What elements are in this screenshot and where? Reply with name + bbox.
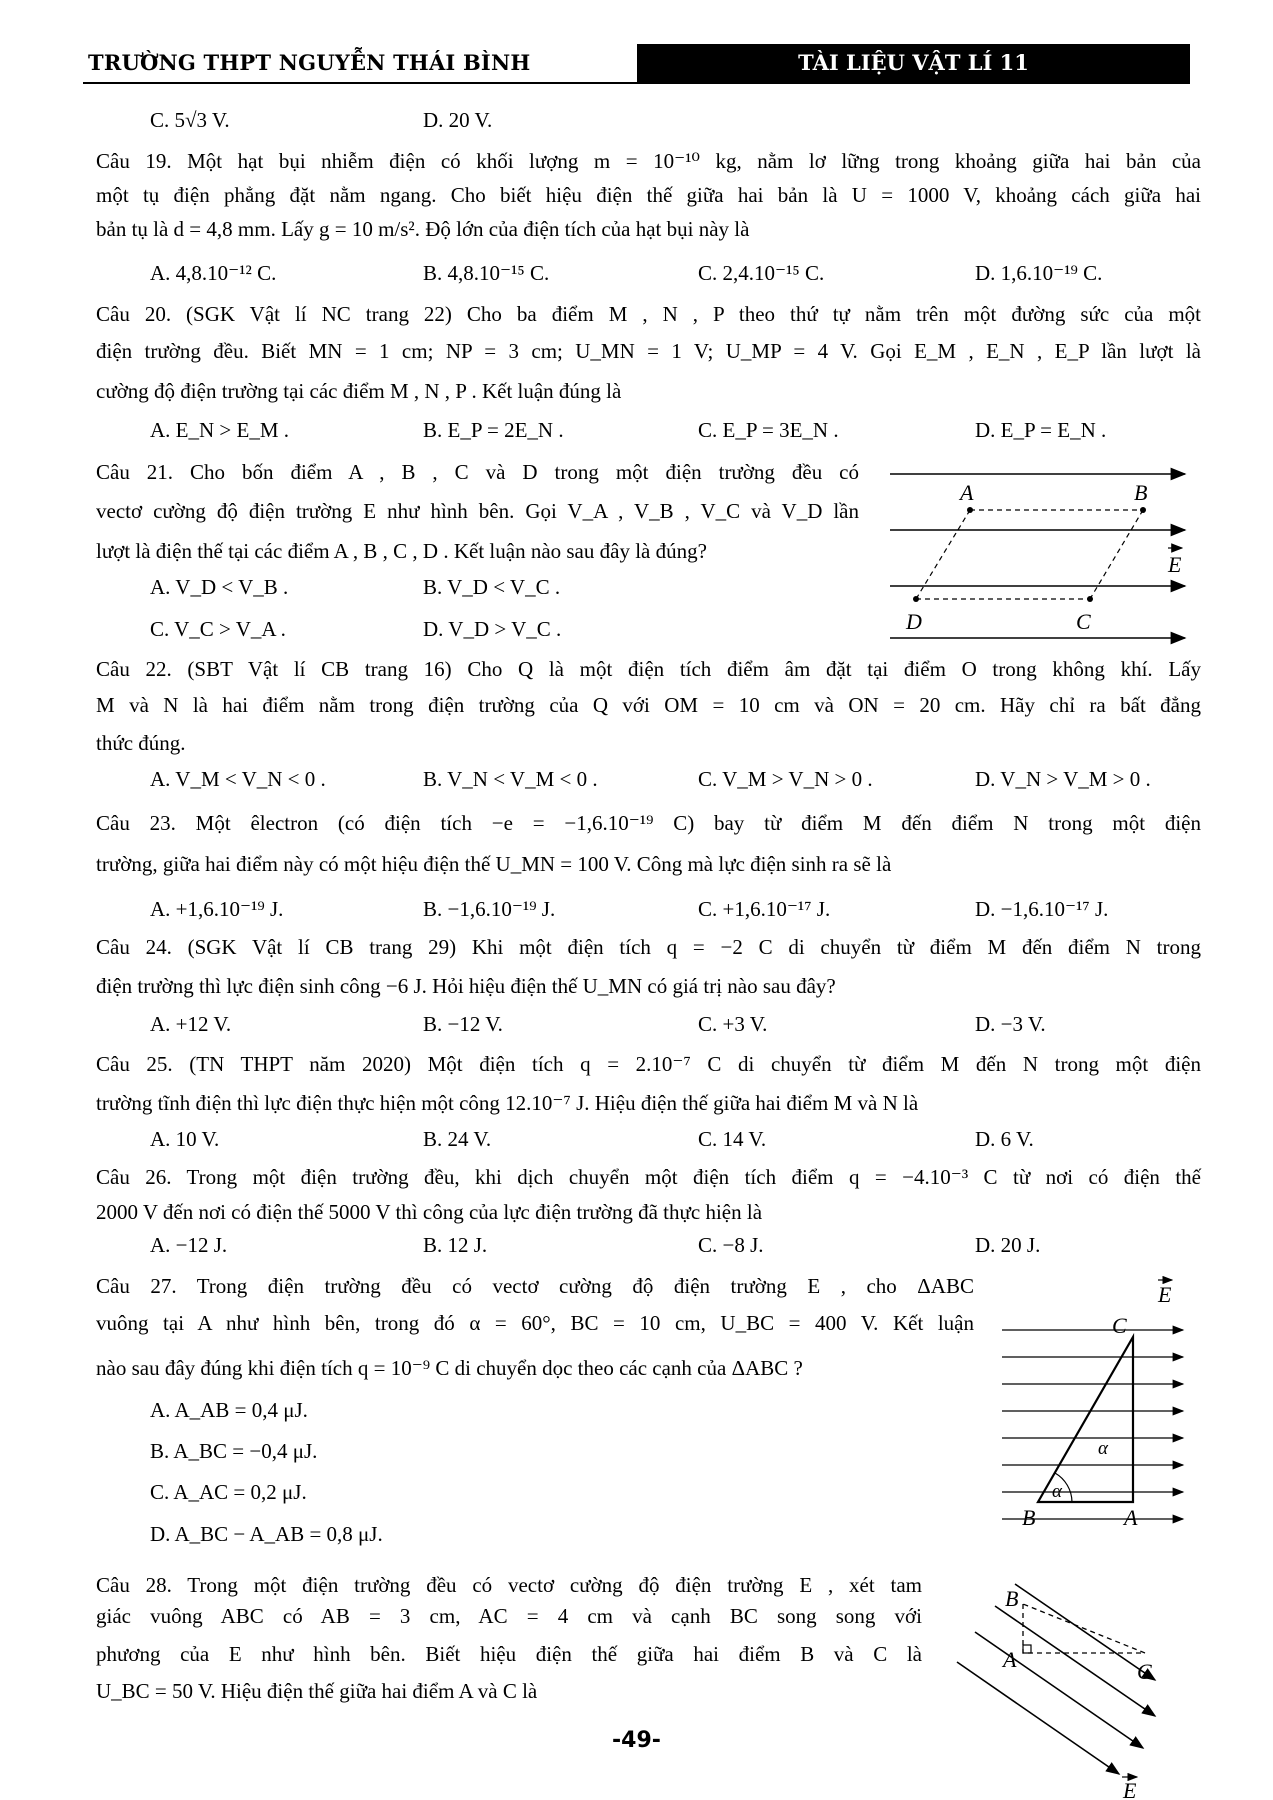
q27-option-a: A. A_AB = 0,4 μJ. [150,1398,308,1422]
q27-line-3: nào sau đây đúng khi điện tích q = 10⁻⁹ C di chuyển dọc theo các cạnh của ΔABC ? [96,1356,803,1380]
q19-option-c: C. 2,4.10⁻¹⁵ C. [698,261,825,285]
triangle-abc [1023,1604,1145,1653]
label-b: B [1134,480,1148,505]
q22-line-3: thức đúng. [96,731,186,755]
label-e: E [1168,552,1182,577]
q18-option-d: D. 20 V. [423,108,493,132]
q19-option-a: A. 4,8.10⁻¹² C. [150,261,277,285]
q25-option-b: B. 24 V. [423,1127,492,1151]
q24-line-1: Câu 24. (SGK Vật lí CB trang 29) Khi một điện tích q = −2 C di chuyển từ điểm M đến điểm N trong [96,935,1201,959]
field-lines [1002,1330,1183,1519]
header-rule [83,82,1190,84]
label-alpha-b: α [1052,1481,1062,1502]
q25-option-c: C. 14 V. [698,1127,767,1151]
q28-line-1: Câu 28. Trong một điện trường đều có vectơ cường độ điện trường E , xét tam [96,1573,922,1597]
q27-line-1: Câu 27. Trong điện trường đều có vectơ cường độ điện trường E , cho ΔABC [96,1274,974,1298]
q26-option-b: B. 12 J. [423,1233,488,1257]
right-angle-marker [1023,1645,1031,1653]
q21-option-d: D. V_D > V_C . [423,617,562,641]
q19-option-d: D. 1,6.10⁻¹⁹ C. [975,261,1103,285]
point-d [913,596,919,602]
q25-line-1: Câu 25. (TN THPT năm 2020) Một điện tích q = 2.10⁻⁷ C di chuyển từ điểm M đến N trong một điện [96,1052,1201,1076]
q22-option-d: D. V_N > V_M > 0 . [975,767,1151,791]
q28-figure [955,1576,1185,1800]
q28-line-3: phương của E như hình bên. Biết hiệu điện thế giữa hai điểm B và C là [96,1642,922,1666]
document-title: TÀI LIỆU VẬT LÍ 11 [637,44,1190,82]
point-a [967,507,973,513]
q21-line-1: Câu 21. Cho bốn điểm A , B , C và D trong một điện trường đều có [96,460,859,484]
q26-option-d: D. 20 J. [975,1233,1041,1257]
q28-line-2: giác vuông ABC có AB = 3 cm, AC = 4 cm và cạnh BC song song với [96,1604,922,1628]
q25-option-d: D. 6 V. [975,1127,1034,1151]
label-e: E [1123,1778,1137,1800]
q23-option-b: B. −1,6.10⁻¹⁹ J. [423,897,556,921]
q28-line-4: U_BC = 50 V. Hiệu điện thế giữa hai điểm A và C là [96,1679,538,1703]
q26-line-1: Câu 26. Trong một điện trường đều, khi dịch chuyển một điện tích điểm q = −4.10⁻³ C từ nơi có điện thế [96,1165,1201,1189]
q25-option-a: A. 10 V. [150,1127,220,1151]
q27-figure [1000,1270,1190,1540]
q20-option-d: D. E_P = E_N . [975,418,1107,442]
q19-line-1: Câu 19. Một hạt bụi nhiễm điện có khối lượng m = 10⁻¹⁰ kg, nằm lơ lững trong khoảng giữa hai bản của [96,149,1201,173]
q23-line-1: Câu 23. Một êlectron (có điện tích −e = −1,6.10⁻¹⁹ C) bay từ điểm M đến điểm N trong một điện [96,811,1201,835]
q19-option-b: B. 4,8.10⁻¹⁵ C. [423,261,550,285]
q21-figure [880,460,1200,650]
q21-option-b: B. V_D < V_C . [423,575,561,599]
q24-option-d: D. −3 V. [975,1012,1046,1036]
label-e: E [1158,1282,1172,1307]
q22-option-b: B. V_N < V_M < 0 . [423,767,598,791]
point-b [1140,507,1146,513]
q22-option-a: A. V_M < V_N < 0 . [150,767,326,791]
label-c: C [1112,1313,1127,1338]
point-c [1087,596,1093,602]
q25-line-2: trường tĩnh điện thì lực điện thực hiện một công 12.10⁻⁷ J. Hiệu điện thế giữa hai điểm M và N là [96,1091,919,1115]
q20-line-2: điện trường đều. Biết MN = 1 cm; NP = 3 cm; U_MN = 1 V; U_MP = 4 V. Gọi E_M , E_N , E_P lần lượt là [96,339,1201,363]
q24-line-2: điện trường thì lực điện sinh công −6 J. Hỏi hiệu điện thế U_MN có giá trị nào sau đây? [96,974,836,998]
q23-option-c: C. +1,6.10⁻¹⁷ J. [698,897,831,921]
q20-option-c: C. E_P = 3E_N . [698,418,839,442]
label-b: B [1005,1586,1019,1611]
q18-option-c: C. 5√3 V. [150,108,230,132]
q22-option-c: C. V_M > V_N > 0 . [698,767,873,791]
label-c: C [1137,1659,1152,1684]
label-d: D [906,609,922,634]
label-alpha: α [1098,1438,1108,1459]
q24-option-b: B. −12 V. [423,1012,503,1036]
q23-option-d: D. −1,6.10⁻¹⁷ J. [975,897,1109,921]
school-name: TRƯỜNG THPT NGUYỄN THÁI BÌNH [88,50,531,75]
q21-option-c: C. V_C > V_A . [150,617,286,641]
triangle-abc [1038,1337,1133,1502]
q24-option-c: C. +3 V. [698,1012,768,1036]
q24-option-a: A. +12 V. [150,1012,232,1036]
q20-option-b: B. E_P = 2E_N . [423,418,564,442]
q23-option-a: A. +1,6.10⁻¹⁹ J. [150,897,284,921]
label-b: B [1022,1505,1036,1530]
label-a: A [960,480,974,505]
q21-line-3: lượt là điện thế tại các điểm A , B , C , D . Kết luận nào sau đây là đúng? [96,539,707,563]
page-number: -49- [612,1728,661,1753]
q26-option-a: A. −12 J. [150,1233,228,1257]
q22-line-1: Câu 22. (SBT Vật lí CB trang 16) Cho Q là một điện tích điểm âm đặt tại điểm O trong không khí. Lấy [96,657,1201,681]
q27-option-b: B. A_BC = −0,4 μJ. [150,1439,318,1463]
q21-line-2: vectơ cường độ điện trường E như hình bên. Gọi V_A , V_B , V_C và V_D lần [96,499,859,523]
q20-option-a: A. E_N > E_M . [150,418,290,442]
q22-line-2: M và N là hai điểm nằm trong điện trường của Q với OM = 10 cm và ON = 20 cm. Hãy chỉ ra bất đẳng [96,693,1201,717]
q27-option-d: D. A_BC − A_AB = 0,8 μJ. [150,1522,383,1546]
q20-line-3: cường độ điện trường tại các điểm M , N , P . Kết luận đúng là [96,379,622,403]
q26-option-c: C. −8 J. [698,1233,764,1257]
q19-line-3: bản tụ là d = 4,8 mm. Lấy g = 10 m/s². Độ lớn của điện tích của hạt bụi này là [96,217,750,241]
q26-line-2: 2000 V đến nơi có điện thế 5000 V thì công của lực điện trường đã thực hiện là [96,1200,763,1224]
q19-line-2: một tụ điện phẳng đặt nằm ngang. Cho biết hiệu điện thế giữa hai bản là U = 1000 V, khoảng cách giữa hai [96,183,1201,207]
q27-option-c: C. A_AC = 0,2 μJ. [150,1480,307,1504]
q21-option-a: A. V_D < V_B . [150,575,289,599]
label-a: A [1003,1647,1017,1672]
q23-line-2: trường, giữa hai điểm này có một hiệu điện thế U_MN = 100 V. Công mà lực điện sinh ra sẽ là [96,852,892,876]
q27-line-2: vuông tại A như hình bên, trong đó α = 60°, BC = 10 cm, U_BC = 400 V. Kết luận [96,1311,974,1335]
q20-line-1: Câu 20. (SGK Vật lí NC trang 22) Cho ba điểm M , N , P theo thứ tự nằm trên một đường sức của một [96,302,1201,326]
label-c: C [1076,609,1091,634]
label-a: A [1124,1505,1138,1530]
